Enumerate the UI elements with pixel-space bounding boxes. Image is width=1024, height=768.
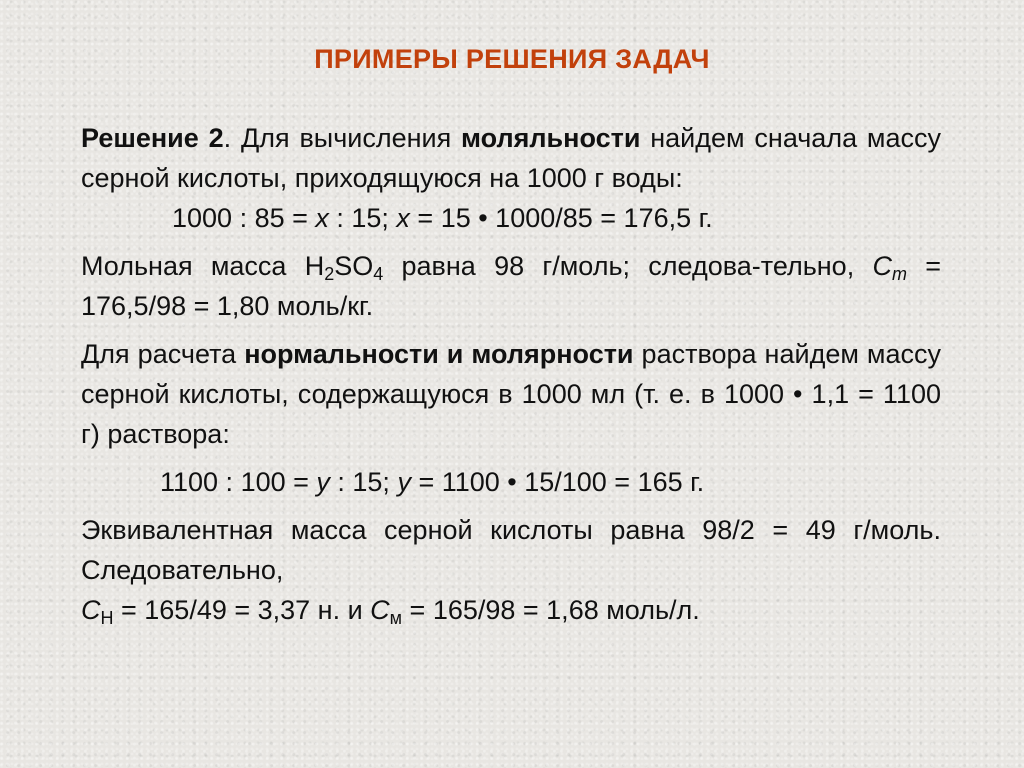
solution-body	[81, 118, 941, 630]
formula-results: $C_Н = 165/49 = 3,37$ н. и $C_м = 165/98 = 1,68$ моль/л.	[81, 595, 700, 628]
solution-label: Решение 2	[81, 123, 224, 153]
formula-x: 1000 : 85 = x : 15; x = 15 • 1000/85 = 176,5 г.	[172, 203, 713, 233]
page-title: ПРИМЕРЫ РЕШЕНИЯ ЗАДАЧ	[314, 44, 710, 74]
term-molality: моляльности	[461, 123, 641, 153]
paragraph-molar-mass: Мольная масса $H_2SO_4$ равна 98 г/моль; следова-тельно, $C_m = 176,5/98 = 1,80$ моль/кг.	[81, 251, 941, 321]
paragraph-solution-intro: Решение 2. Для вычисления моляльности найдем сначала массу серной кислоты, приходящуюся на 1000 г воды:	[81, 123, 941, 193]
paragraph-equivalent-mass: Эквивалентная масса серной кислоты равна 98/2 = 49 г/моль. Следовательно,	[81, 515, 941, 585]
paragraph-normality-molarity: Для расчета нормальности и молярности раствора найдем массу серной кислоты, содержащуюся в 1000 мл (т. е. в 1000 • 1,1 = 1100 г) раствора:	[81, 339, 941, 449]
term-normality-molarity: нормальности и молярности	[244, 339, 634, 369]
formula-y: 1100 : 100 = y : 15; y = 1100 • 15/100 = 165 г.	[160, 467, 705, 497]
